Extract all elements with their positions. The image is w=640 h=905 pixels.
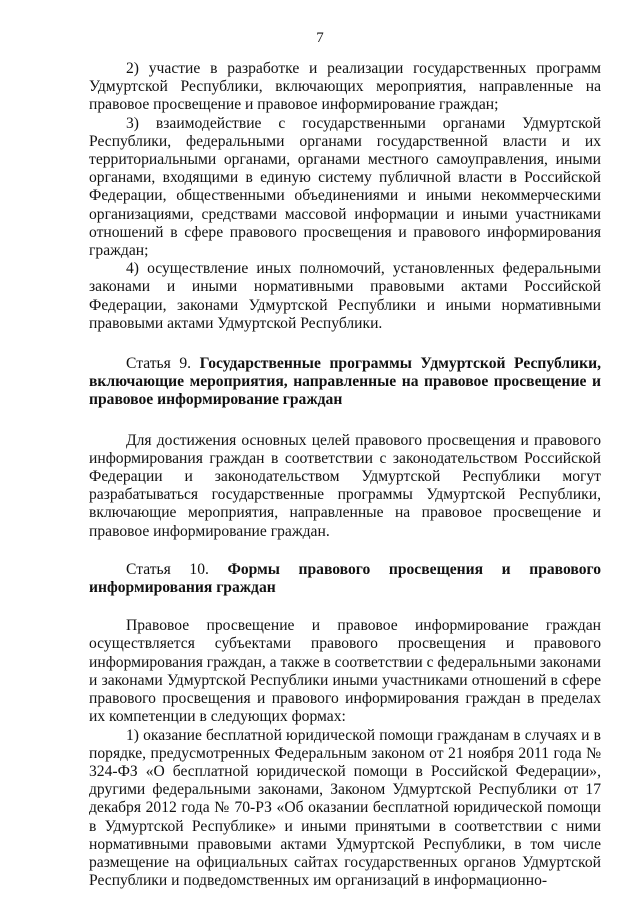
page-content xyxy=(89,60,601,890)
article-9-heading xyxy=(89,355,601,410)
article-9-title: Государственные программы Удмуртской Республики, включающие мероприятия, направленные на правовое просвещение и правовое информирование граждан xyxy=(89,355,601,409)
list-item-3: 3) взаимодействие с государственными органами Удмуртской Республики, федеральными органами государственной власти и их территориальными органами, органами местного самоуправления, иными органами, входящими в единую систему публичной власти в Российской Федерации, общественными объединениями и иными некоммерческими организациями, средствами массовой информации и иными участниками отношений в сфере правового просвещения и правового информирования граждан; xyxy=(89,114,601,260)
article-10-heading xyxy=(89,561,601,597)
article-9-body: Для достижения основных целей правового просвещения и правового информирования граждан в соответствии с законодательством Российской Федерации и законодательством Удмуртской Республики могут разрабатываться государственные программы Удмуртской Республики, включающие мероприятия, направленные на правовое просвещение и правовое информирование граждан. xyxy=(89,431,601,540)
article-10-title: Формы правового просвещения и правового информирования граждан xyxy=(89,560,601,597)
list-item-4: 4) осуществление иных полномочий, установленных федеральными законами и иными нормативными правовыми актами Российской Федерации, законами Удмуртской Республики и иными нормативными правовыми актами Удмуртской Республики. xyxy=(89,260,601,332)
page-number: 7 xyxy=(316,30,324,46)
article-10-body: Правовое просвещение и правовое информирование граждан осуществляется субъектами правового просвещения и правового информирования граждан, а также в соответствии с федеральными законами и законами Удмуртской Республики иными участниками отношений в сфере правового просвещения и правового информирования граждан в пределах их компетенции в следующих формах: xyxy=(89,617,601,726)
article-10-label: Статья 10. xyxy=(126,560,228,578)
list-item-2: 2) участие в разработке и реализации государственных программ Удмуртской Республики, включающих мероприятия, направленные на правовое просвещение и правовое информирование граждан; xyxy=(89,60,601,114)
article-9-label: Статья 9. xyxy=(126,355,200,373)
article-10-item-1: 1) оказание бесплатной юридической помощи гражданам в случаях и в порядке, предусмотренных Федеральным законом от 21 ноября 2011 года № 324-ФЗ «О бесплатной юридической помощи в Российской Федерации», другими федеральными законами, Законом Удмуртской Республики от 17 декабря 2012 года № 70-РЗ «Об оказании бесплатной юридической помощи в Удмуртской Республике» и иными принятыми в соответствии с ними нормативными правовыми актами Удмуртской Республики, в том числе размещение на официальных сайтах государственных органов Удмуртской Республики и подведомственных им организаций в информационно- xyxy=(89,726,601,890)
